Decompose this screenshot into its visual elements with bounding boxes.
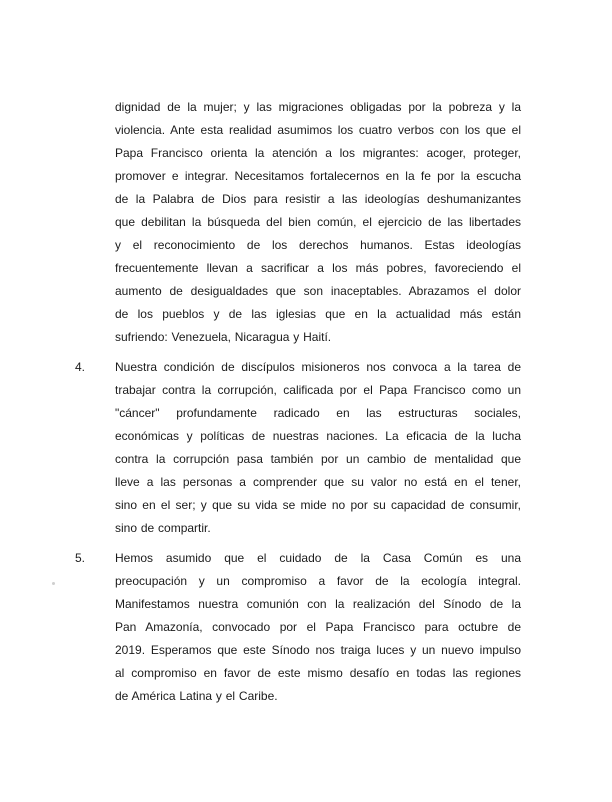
text-line: trabajar contra la corrupción, calificada por el Papa Francisco como un <box>115 383 521 397</box>
text-line: Nuestra condición de discípulos misioneros nos convoca a la tarea de <box>115 360 521 374</box>
text-line: frecuentemente llevan a sacrificar a los más pobres, favoreciendo el <box>115 261 521 275</box>
text-line: de América Latina y el Caribe. <box>115 689 278 703</box>
text-line: Pan Amazonía, convocado por el Papa Francisco para octubre de <box>115 620 521 634</box>
text-line: sino de compartir. <box>115 521 211 535</box>
text-line: "cáncer" profundamente radicado en las estructuras sociales, <box>115 406 521 420</box>
text-line: violencia. Ante esta realidad asumimos los cuatro verbos con los que el <box>115 123 521 137</box>
text-line: económicas y políticas de nuestras naciones. La eficacia de la lucha <box>115 429 521 443</box>
paragraph-number-4: 4. <box>75 360 86 374</box>
text-line: Papa Francisco orienta la atención a los migrantes: acoger, proteger, <box>115 146 521 160</box>
text-line: 2019. Esperamos que este Sínodo nos traiga luces y un nuevo impulso <box>115 643 521 657</box>
paragraph-continuation <box>115 96 521 349</box>
text-line: aumento de desigualdades que son inaceptables. Abrazamos el dolor <box>115 284 521 298</box>
text-line: de los pueblos y de las iglesias que en la actualidad más están <box>115 307 521 321</box>
text-line: Manifestamos nuestra comunión con la realización del Sínodo de la <box>115 597 521 611</box>
paragraph-4 <box>75 356 521 540</box>
text-line: Hemos asumido que el cuidado de la Casa Común es una <box>115 551 521 565</box>
text-line: contra la corrupción pasa también por un cambio de mentalidad que <box>115 452 521 466</box>
text-line: promover e integrar. Necesitamos fortalecernos en la fe por la escucha <box>115 169 521 183</box>
text-line: preocupación y un compromiso a favor de la ecología integral. <box>115 574 521 588</box>
text-line: y el reconocimiento de los derechos humanos. Estas ideologías <box>115 238 521 252</box>
text-line: de la Palabra de Dios para resistir a las ideologías deshumanizantes <box>115 192 521 206</box>
text-line: al compromiso en favor de este mismo desafío en todas las regiones <box>115 666 521 680</box>
text-line: lleve a las personas a comprender que su valor no está en el tener, <box>115 475 521 489</box>
text-line: sino en el ser; y que su vida se mide no por su capacidad de consumir, <box>115 498 521 512</box>
text-line: dignidad de la mujer; y las migraciones obligadas por la pobreza y la <box>115 100 521 114</box>
paragraph-5 <box>75 547 521 708</box>
text-line: sufriendo: Venezuela, Nicaragua y Haití. <box>115 330 332 344</box>
text-line: que debilitan la búsqueda del bien común, el ejercicio de las libertades <box>115 215 521 229</box>
scan-artifact-dot <box>52 582 55 585</box>
paragraph-number-5: 5. <box>75 551 86 565</box>
document-body <box>75 96 521 715</box>
